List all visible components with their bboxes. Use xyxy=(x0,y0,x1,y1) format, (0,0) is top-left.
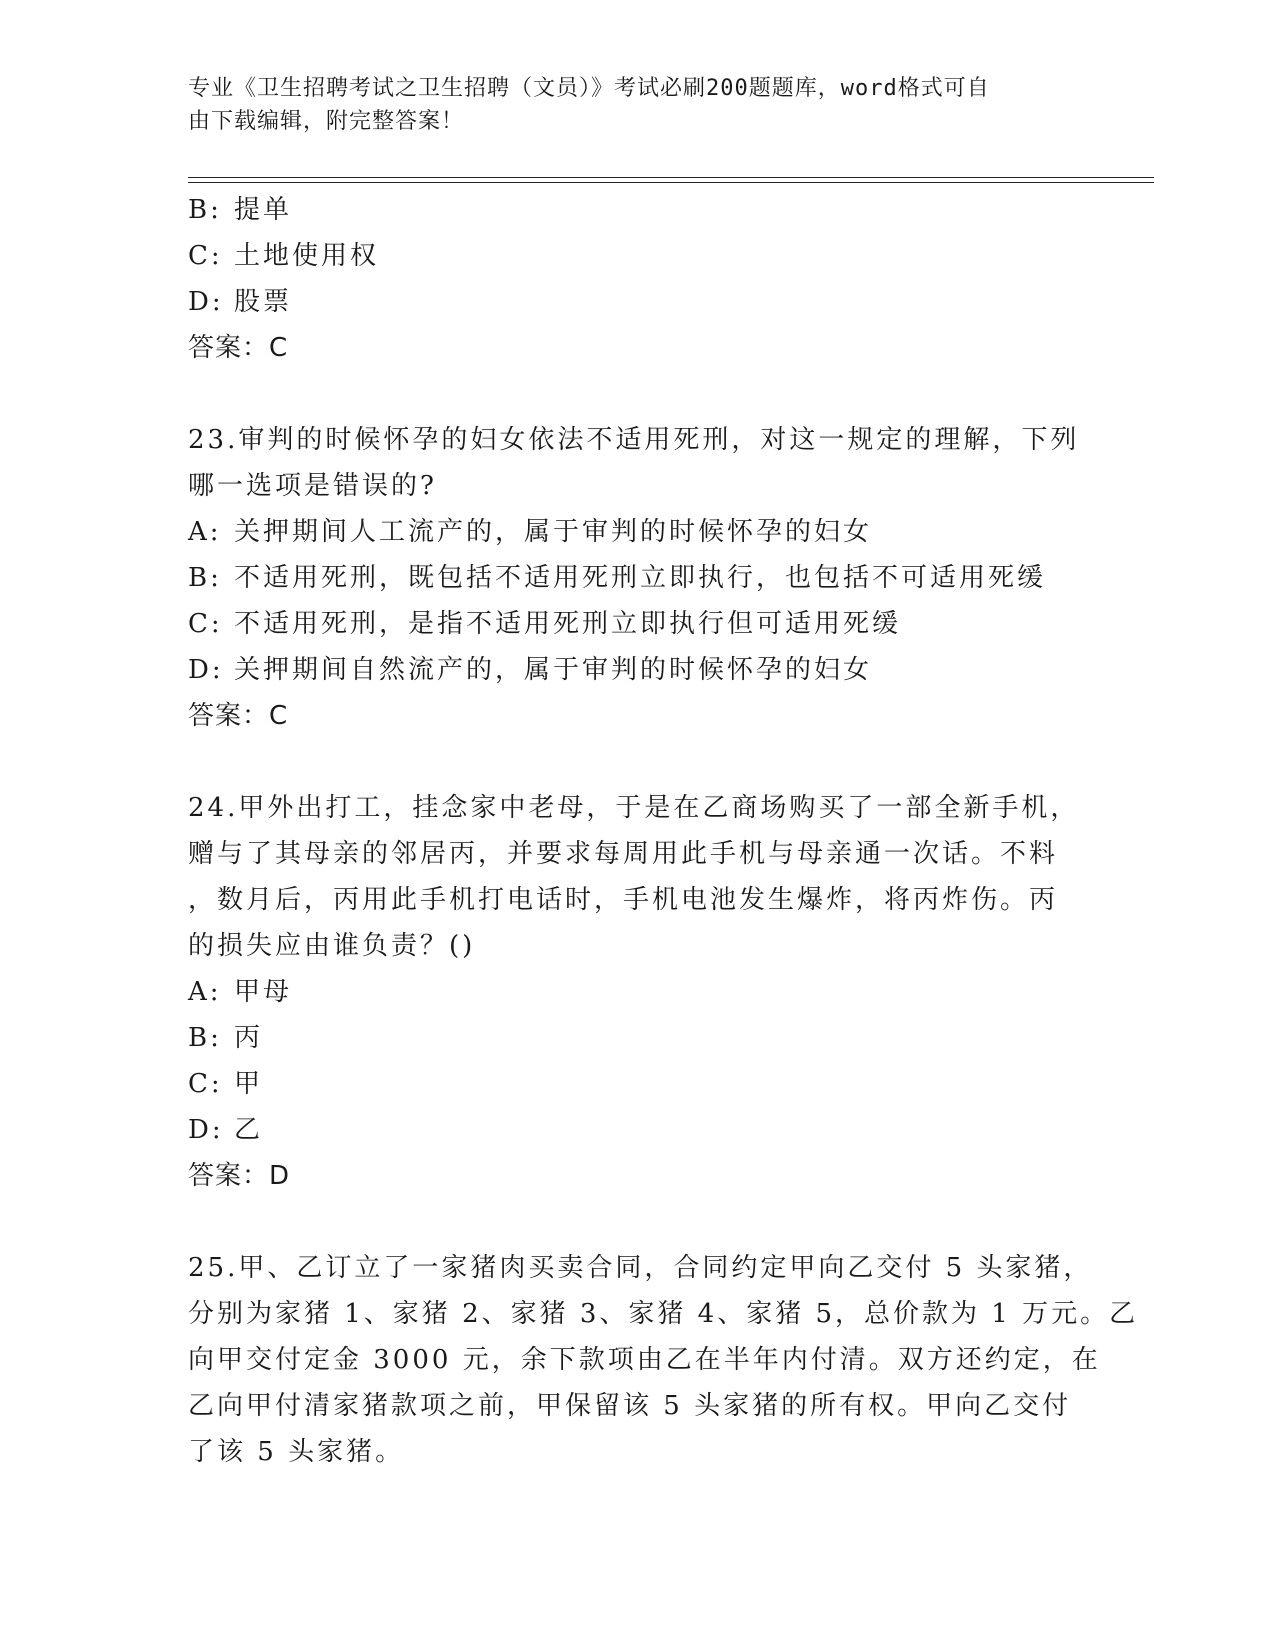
header-divider-top xyxy=(188,177,1154,178)
option-c: C: 不适用死刑，是指不适用死刑立即执行但可适用死缓 xyxy=(188,609,902,639)
question-content xyxy=(188,187,1139,1475)
question-23 xyxy=(188,417,1088,739)
question-23-line-1: 23.审判的时候怀孕的妇女依法不适用死刑，对这一规定的理解，下列 xyxy=(188,425,1080,455)
header-line-1: 专业《卫生招聘考试之卫生招聘（文员）》考试必刷200题题库，word格式可自 xyxy=(188,76,990,101)
question-22-options xyxy=(188,187,1088,371)
option-a: A: 关押期间人工流产的，属于审判的时候怀孕的妇女 xyxy=(188,517,873,547)
header-divider-bottom xyxy=(188,182,1154,183)
question-25 xyxy=(188,1245,1139,1475)
document-header xyxy=(188,72,1068,138)
option-b: B: 不适用死刑，既包括不适用死刑立即执行，也包括不可适用死缓 xyxy=(188,563,1047,593)
option-b: B: 丙 xyxy=(188,1023,264,1053)
answer-24: 答案：D xyxy=(188,1161,291,1191)
option-d: D: 乙 xyxy=(188,1115,264,1145)
question-25-line-2: 分别为家猪 1、家猪 2、家猪 3、家猪 4、家猪 5，总价款为 1 万元。乙 xyxy=(188,1299,1139,1329)
question-24-line-2: 赠与了其母亲的邻居丙，并要求每周用此手机与母亲通一次话。不料 xyxy=(188,839,1059,869)
question-24-line-1: 24.甲外出打工，挂念家中老母，于是在乙商场购买了一部全新手机， xyxy=(188,793,1080,823)
answer-23: 答案：C xyxy=(188,701,289,731)
option-c: C: 土地使用权 xyxy=(188,241,380,271)
header-line-2: 由下载编辑，附完整答案！ xyxy=(188,109,465,134)
question-25-line-4: 乙向甲付清家猪款项之前，甲保留该 5 头家猪的所有权。甲向乙交付 xyxy=(188,1391,1072,1421)
question-25-line-1: 25.甲、乙订立了一家猪肉买卖合同，合同约定甲向乙交付 5 头家猪， xyxy=(188,1253,1093,1283)
question-25-line-5: 了该 5 头家猪。 xyxy=(188,1437,405,1467)
option-c: C: 甲 xyxy=(188,1069,264,1099)
answer-22: 答案：C xyxy=(188,333,289,363)
question-24-line-4: 的损失应由谁负责？() xyxy=(188,931,476,961)
option-d: D: 股票 xyxy=(188,287,293,317)
question-24-line-3: ，数月后，丙用此手机打电话时，手机电池发生爆炸，将丙炸伤。丙 xyxy=(188,885,1059,915)
question-24 xyxy=(188,785,1088,1199)
option-d: D: 关押期间自然流产的，属于审判的时候怀孕的妇女 xyxy=(188,655,873,685)
question-25-line-3: 向甲交付定金 3000 元，余下款项由乙在半年内付清。双方还约定，在 xyxy=(188,1345,1101,1375)
question-23-line-2: 哪一选项是错误的? xyxy=(188,471,437,501)
option-b: B: 提单 xyxy=(188,195,293,225)
option-a: A: 甲母 xyxy=(188,977,293,1007)
